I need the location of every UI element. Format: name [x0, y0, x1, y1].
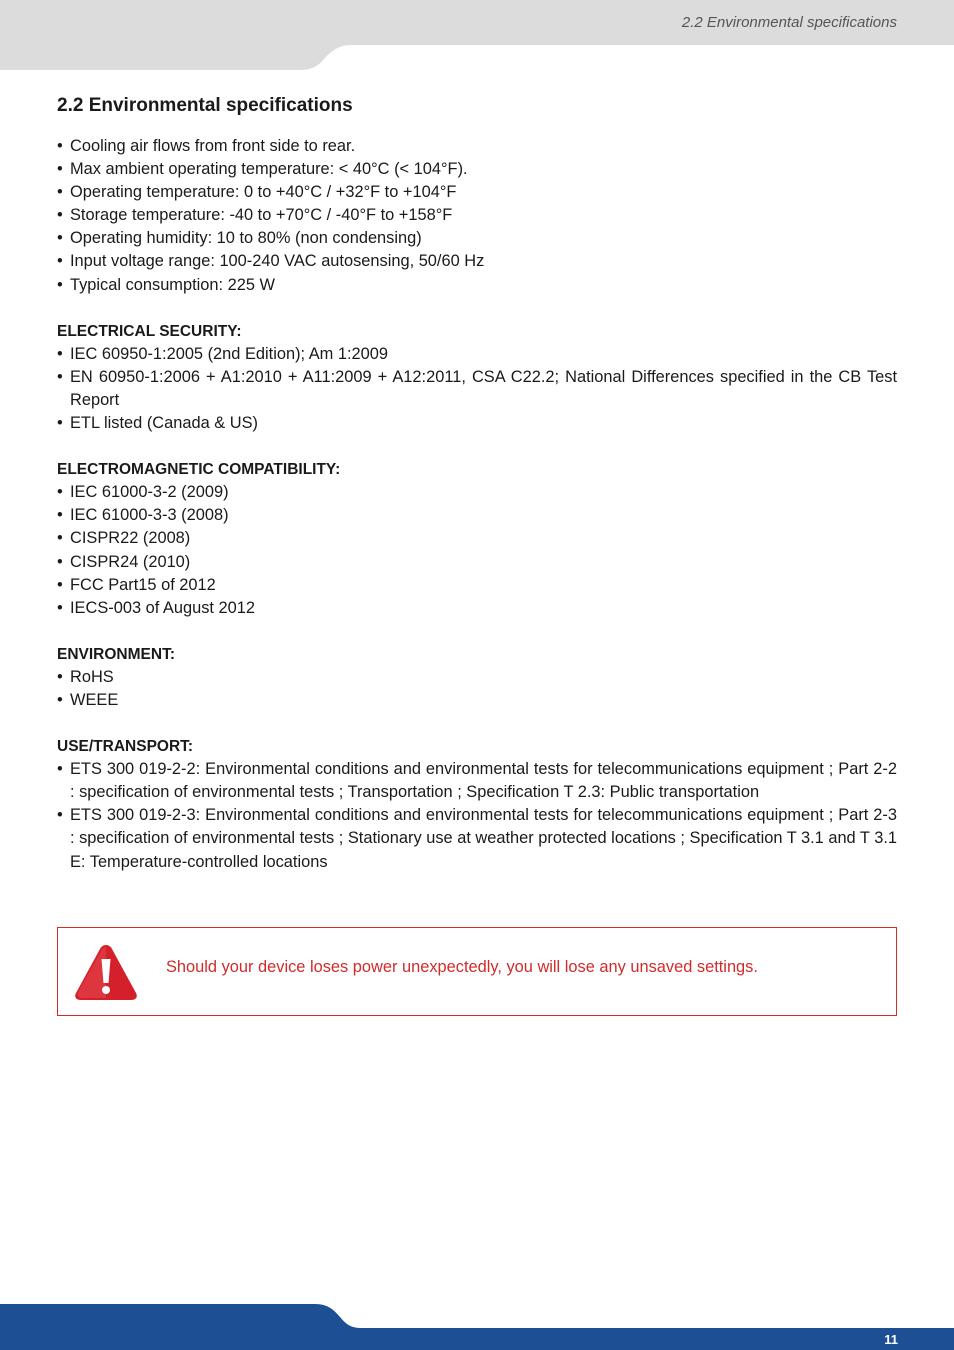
list-item: • ETL listed (Canada & US) [57, 414, 258, 433]
list-item: • RoHS [57, 667, 114, 686]
list-item: • CISPR24 (2010) [57, 552, 191, 571]
emc-group [57, 458, 897, 620]
page-number: 11 [884, 1332, 898, 1347]
intro-bullet-list [57, 135, 897, 297]
electrical-security-group [57, 320, 897, 435]
list-item: • CISPR22 (2008) [57, 529, 191, 548]
list-item: • Typical consumption: 225 W [57, 275, 275, 294]
list-item: • ETS 300 019-2-3: Environmental conditions and environmental tests for telecommunications equipment ; Part 2-3 : specification of environmental tests ; Stationary use at weather protected locations ; Specification T 3.1 and T 3.1 E: Temperature-controlled locations [57, 806, 897, 871]
list-item: • IECS-003 of August 2012 [57, 598, 255, 617]
header-band [0, 0, 954, 70]
warning-callout [57, 927, 897, 1016]
list-item: • Max ambient operating temperature: < 40°C (< 104°F). [57, 160, 468, 179]
use-transport-heading: USE/TRANSPORT: [57, 738, 194, 756]
footer-band [0, 1304, 954, 1350]
environment-group [57, 643, 897, 712]
warning-message: Should your device loses power unexpectedly, you will lose any unsaved settings. [166, 958, 758, 976]
list-item: • ETS 300 019-2-2: Environmental conditions and environmental tests for telecommunications equipment ; Part 2-2 : specification of environmental tests ; Transportation ; Specification T 2.3: Public transportation [57, 760, 897, 802]
list-item: • IEC 61000-3-2 (2009) [57, 483, 229, 502]
list-item: • WEEE [57, 690, 119, 709]
list-item: • FCC Part15 of 2012 [57, 575, 216, 594]
emc-heading: ELECTROMAGNETIC COMPATIBILITY: [57, 461, 341, 479]
environment-heading: ENVIRONMENT: [57, 645, 175, 663]
list-item: • IEC 61000-3-3 (2008) [57, 506, 229, 525]
list-item: • Input voltage range: 100-240 VAC autosensing, 50/60 Hz [57, 252, 485, 271]
use-transport-group [57, 735, 897, 874]
main-content [57, 95, 897, 874]
electrical-security-heading: ELECTRICAL SECURITY: [57, 322, 242, 340]
list-item: • Cooling air flows from front side to rear. [57, 137, 356, 155]
list-item: • EN 60950-1:2006 + A1:2010 + A11:2009 + A12:2011, CSA C22.2; National Differences specified in the CB Test Report [57, 367, 897, 409]
section-title: 2.2 Environmental specifications [57, 95, 353, 116]
running-header: 2.2 Environmental specifications [681, 14, 897, 31]
list-item: • Operating temperature: 0 to +40°C / +32°F to +104°F [57, 183, 457, 202]
list-item: • IEC 60950-1:2005 (2nd Edition); Am 1:2009 [57, 344, 389, 363]
list-item: • Operating humidity: 10 to 80% (non condensing) [57, 229, 422, 248]
warning-triangle-icon [73, 942, 139, 1002]
list-item: • Storage temperature: -40 to +70°C / -40°F to +158°F [57, 206, 453, 225]
